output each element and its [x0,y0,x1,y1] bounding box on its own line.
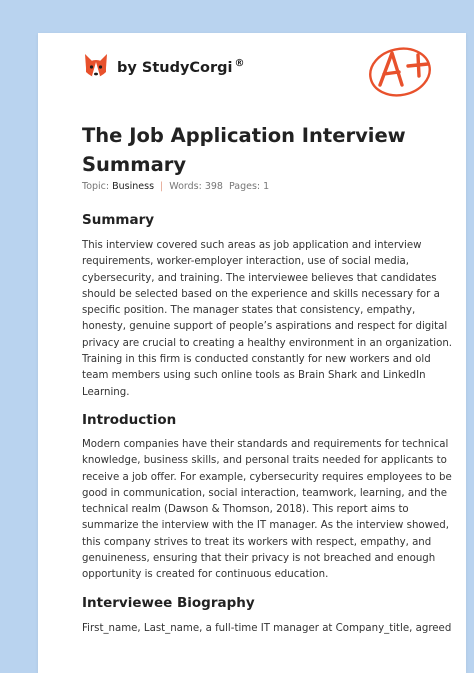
page-count: Pages: 1 [228,181,270,192]
document-meta [82,181,269,192]
brand-name: by StudyCorgi ® [117,58,245,76]
a-plus-icon [366,41,440,99]
word-count: Words: 398 [169,181,223,192]
document-title: The Job Application Interview Summary [82,124,406,176]
meta-separator: | [160,181,164,192]
introduction-paragraph: Modern companies have their standards and requirements for technical knowledge, business skills, and personal traits needed for applicants to receive a job offer. For example, cybersecurity requires employees to be good in communication, social interaction, teamwork, learning, and the technical realm (Dawson & Thomson, 2018). This report aims to summarize the interview with the IT manager. As the interview showed, this company strives to treat its workers with respect, empathy, and genuineness, ensuring that their privacy is not breached and enough opportunity is created for continuous education. [82,439,452,581]
topic-label: Topic: [82,181,110,192]
biography-paragraph: First_name, Last_name, a full-time IT manager at Company_title, agreed [82,623,452,634]
brand-logo[interactable] [82,52,245,82]
topic-link[interactable]: Business [112,181,155,192]
document-page [38,33,466,673]
section-heading-summary: Summary [82,212,155,228]
summary-paragraph: This interview covered such areas as job application and interview requirements, worker-employer interaction, use of social media, cybersecurity, and training. The interviewee believes that candidates should be selected based on the experience and skills necessary for a specific position. The manager states that consistency, empathy, honesty, genuine support of people’s aspirations and respect for digital privacy are crucial to creating a healthy environment in an organization. Training in this firm is conducted constantly for new workers and old team members using such online tools as Brain Shark and LinkedIn Learning. [82,240,453,398]
section-heading-introduction: Introduction [82,412,177,428]
corgi-logo-icon [82,52,110,82]
section-heading-interviewee-biography: Interviewee Biography [82,595,255,611]
